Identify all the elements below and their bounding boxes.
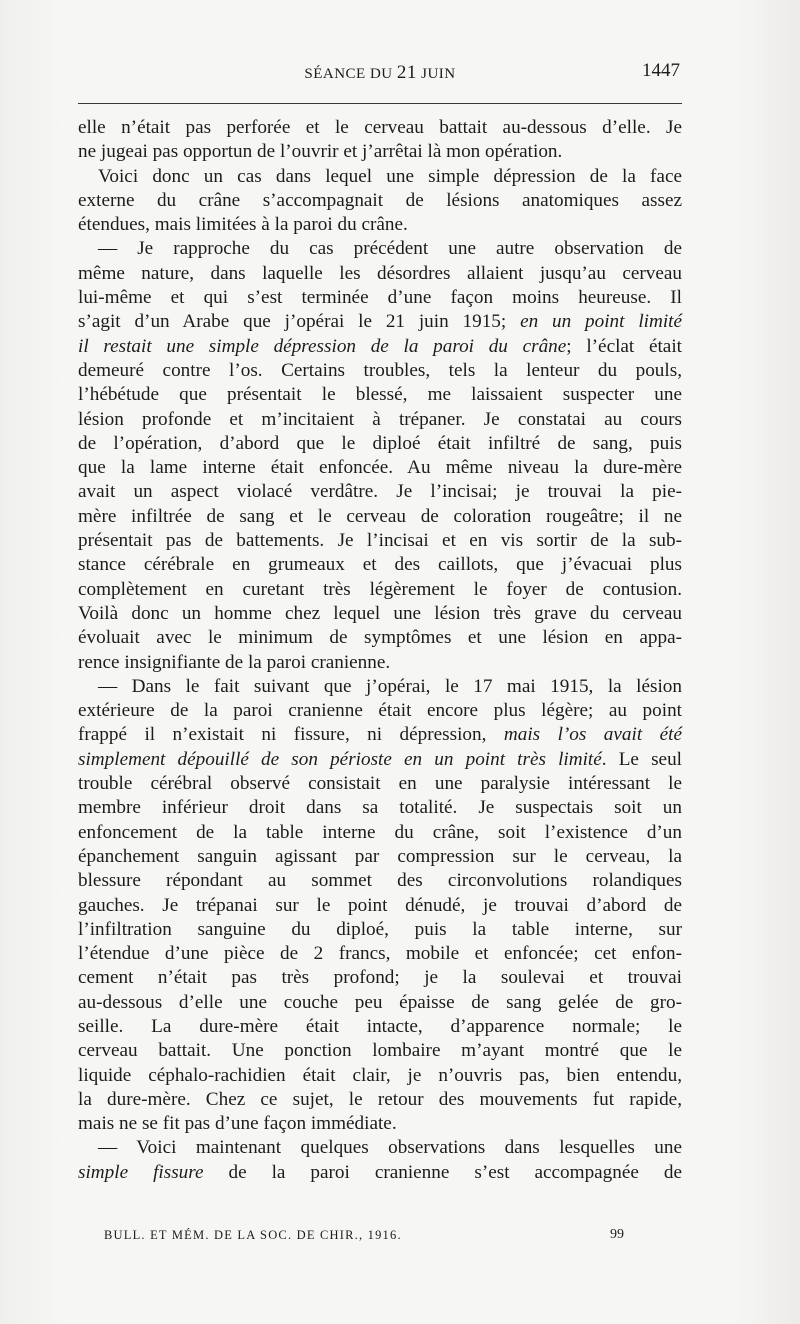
text-line: externe du crâne s’accompagnait de lésions anatomiques assez <box>78 189 682 211</box>
page-header <box>78 62 682 86</box>
text-line: gauches. Je trépanai sur le point dénudé, je trouvai d’abord de <box>78 894 682 916</box>
running-title <box>78 62 682 84</box>
page-footer <box>104 1228 624 1248</box>
running-title-day: 21 <box>396 62 417 83</box>
text-line: ne jugeai pas opportun de l’ouvrir et j’arrêtai là mon opération. <box>78 141 563 163</box>
text-line: de l’opération, d’abord que le diploé était infiltré de sang, puis <box>78 432 682 454</box>
text-line <box>78 1161 682 1185</box>
text-run: . Le seul <box>601 748 682 770</box>
text-line: lésion profonde et m’incitaient à trépaner. Je constatai au cours <box>78 408 682 430</box>
running-title-month: JUIN <box>421 66 456 82</box>
italic-run: en un point limité <box>520 311 683 333</box>
text-line: cement n’était pas très profond; je la soulevai et trouvai <box>78 967 682 989</box>
text-line: demeuré contre l’os. Certains troubles, tels la lenteur du pouls, <box>78 359 682 381</box>
text-line: stance cérébrale en grumeaux et des caillots, que j’évacuai plus <box>78 554 682 576</box>
text-line: membre inférieur droit dans sa totalité. Je suspectais soit un <box>78 797 682 819</box>
footer-signature: 99 <box>610 1227 624 1242</box>
italic-run: il restait une simple dépression de la paroi du crâne <box>78 335 567 357</box>
text-line: seille. La dure-mère était intacte, d’apparence normale; le <box>78 1015 682 1037</box>
text-line: enfoncement de la table interne du crâne, soit l’existence d’un <box>78 821 682 843</box>
italic-run: mais l’os avait été <box>503 724 682 746</box>
text-line: complètement en curetant très légèrement le foyer de contusion. <box>78 578 682 600</box>
text-line: lui-même et qui s’est terminée d’une façon moins heureuse. Il <box>78 287 682 309</box>
text-line: l’hébétude que présentait le blessé, me laissaient suspecter une <box>78 384 682 406</box>
page-number: 1447 <box>642 60 680 81</box>
text-line: même nature, dans laquelle les désordres allaient jusqu’au cerveau <box>78 262 682 284</box>
text-line: présentait pas de battements. Je l’incisai et en vis sortir de la sub- <box>78 530 682 552</box>
text-line: l’étendue d’une pièce de 2 francs, mobile et enfoncée; cet enfon- <box>78 943 682 965</box>
text-run: s’agit d’un Arabe que j’opérai le 21 juin 1915; <box>78 311 507 333</box>
text-line: mais ne se fit pas d’une façon immédiate. <box>78 1113 397 1135</box>
text-line <box>78 723 682 747</box>
italic-run: simple fissure <box>78 1161 204 1183</box>
text-line: avait un aspect violacé verdâtre. Je l’incisai; je trouvai la pie- <box>78 481 682 503</box>
text-line: — Voici maintenant quelques observations dans lesquelles une <box>98 1137 682 1159</box>
text-line: — Dans le fait suivant que j’opérai, le 17 mai 1915, la lésion <box>98 675 682 697</box>
text-line: rence insignifiante de la paroi cranienne. <box>78 651 391 673</box>
text-run: ; l’éclat était <box>566 335 682 357</box>
text-line: épanchement sanguin agissant par compression sur le cerveau, la <box>78 845 682 867</box>
text-line: elle n’était pas perforée et le cerveau battait au-dessous d’elle. Je <box>78 117 682 138</box>
text-line: que la lame interne était enfoncée. Au même niveau la dure-mère <box>78 457 682 479</box>
footer-journal: BULL. ET MÉM. DE LA SOC. DE CHIR., 1916. <box>104 1228 402 1242</box>
header-rule <box>78 103 682 104</box>
text-line: blessure répondant au sommet des circonvolutions rolandiques <box>78 870 682 892</box>
text-line: trouble cérébral observé consistait en une paralysie intéressant le <box>78 773 682 795</box>
text-line: liquide céphalo-rachidien était clair, je n’ouvris pas, bien entendu, <box>78 1064 682 1086</box>
text-line: — Je rapproche du cas précédent une autre observation de <box>98 238 682 260</box>
running-title-prefix: SÉANCE DU <box>304 66 393 82</box>
text-line: Voilà donc un homme chez lequel une lésion très grave du cerveau <box>78 602 682 624</box>
text-line <box>78 310 682 334</box>
text-line <box>78 748 682 772</box>
text-line: Voici donc un cas dans lequel une simple dépression de la face <box>98 165 682 187</box>
text-line: au-dessous d’elle une couche peu épaisse de sang gelée de gro- <box>78 991 682 1013</box>
body-text <box>78 116 682 1185</box>
text-line: cerveau battait. Une ponction lombaire m’ayant montré que le <box>78 1040 682 1062</box>
text-line: la dure-mère. Chez ce sujet, le retour des mouvements fut rapide, <box>78 1088 682 1110</box>
text-line: étendues, mais limitées à la paroi du crâne. <box>78 214 408 236</box>
text-line: mère infiltrée de sang et le cerveau de coloration rougeâtre; il ne <box>78 505 682 527</box>
italic-run: simplement dépouillé de son périoste en un point très limité <box>78 748 602 770</box>
text-run: de la paroi cranienne s’est accompagnée de <box>228 1161 682 1183</box>
text-line <box>78 335 682 359</box>
text-line: extérieure de la paroi cranienne était encore plus légère; au point <box>78 700 682 722</box>
text-line: l’infiltration sanguine du diploé, puis la table interne, sur <box>78 918 682 940</box>
text-line: évoluait avec le minimum de symptômes et une lésion en appa- <box>78 627 682 649</box>
text-run: frappé il n’existait ni fissure, ni dépression, <box>78 724 487 746</box>
